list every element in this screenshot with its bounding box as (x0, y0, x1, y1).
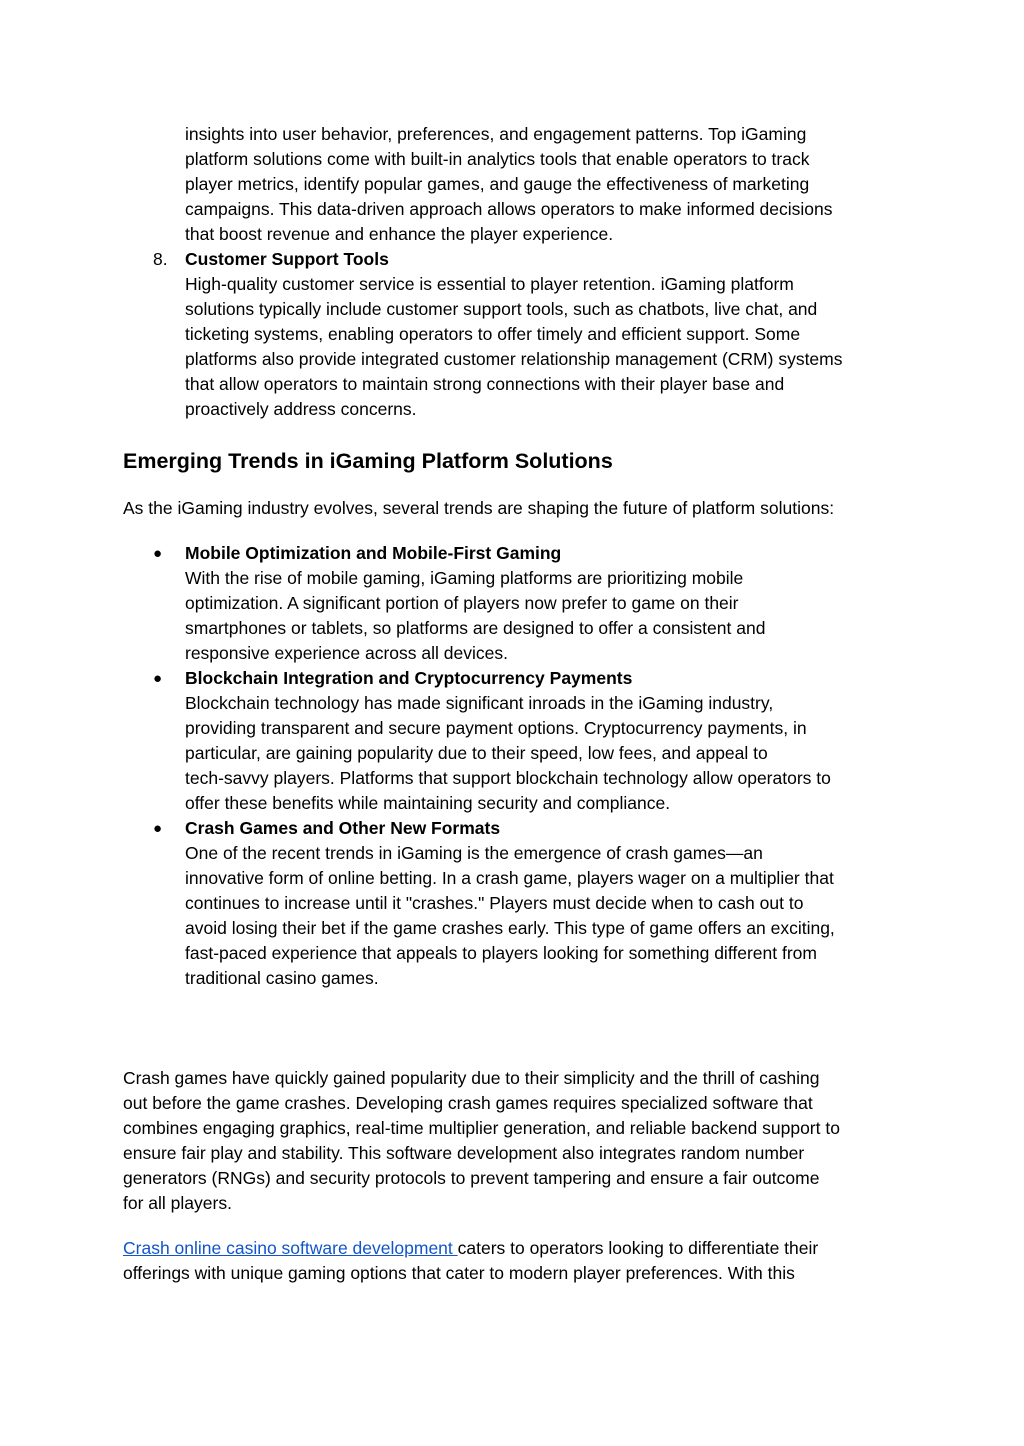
bullet-item-mobile (153, 541, 933, 666)
text-line: offerings with unique gaming options that cater to modern player preferences. With this (123, 1263, 795, 1283)
list-item-continuation (185, 122, 925, 247)
text-line: ticketing systems, enabling operators to offer timely and efficient support. Some (185, 324, 801, 344)
text-fragment: caters to operators looking to differentiate their (457, 1238, 819, 1258)
text-line: proactively address concerns. (185, 399, 417, 419)
text-line: for all players. (123, 1193, 232, 1213)
text-line: that boost revenue and enhance the player experience. (185, 224, 614, 244)
bullet-item-crash-games (153, 816, 933, 991)
text-line: providing transparent and secure payment options. Cryptocurrency payments, in (185, 718, 807, 738)
list-number: 8. (153, 249, 168, 269)
crash-games-paragraph (123, 1066, 913, 1216)
bullet-title: Crash Games and Other New Formats (185, 818, 501, 838)
bullet-icon: ● (153, 670, 163, 687)
text-line: campaigns. This data-driven approach allows operators to make informed decisions (185, 199, 833, 219)
bullet-icon: ● (153, 820, 163, 837)
text-line: platforms also provide integrated customer relationship management (CRM) systems (185, 349, 843, 369)
text-line: With the rise of mobile gaming, iGaming platforms are prioritizing mobile (185, 568, 744, 588)
text-line: One of the recent trends in iGaming is the emergence of crash games—an (185, 843, 763, 863)
text-line: Crash games have quickly gained popularity due to their simplicity and the thrill of cashing (123, 1068, 820, 1088)
text-line: avoid losing their bet if the game crashes early. This type of game offers an exciting, (185, 918, 835, 938)
text-line: out before the game crashes. Developing crash games requires specialized software that (123, 1093, 813, 1113)
text-line: combines engaging graphics, real-time multiplier generation, and reliable backend support to (123, 1118, 840, 1138)
text-line: insights into user behavior, preferences, and engagement patterns. Top iGaming (185, 124, 807, 144)
text-line: player metrics, identify popular games, and gauge the effectiveness of marketing (185, 174, 810, 194)
software-development-paragraph (123, 1236, 913, 1286)
text-line: tech-savvy players. Platforms that support blockchain technology allow operators to (185, 768, 831, 788)
text-line (123, 1236, 913, 1261)
section-intro: As the iGaming industry evolves, several trends are shaping the future of platform solutions: (123, 498, 835, 518)
bullet-item-blockchain (153, 666, 933, 816)
text-line: continues to increase until it "crashes." Players must decide when to cash out to (185, 893, 804, 913)
text-line: solutions typically include customer support tools, such as chatbots, live chat, and (185, 299, 818, 319)
text-line: High-quality customer service is essential to player retention. iGaming platform (185, 274, 794, 294)
text-line: generators (RNGs) and security protocols to prevent tampering and ensure a fair outcome (123, 1168, 820, 1188)
bullet-title: Blockchain Integration and Cryptocurrency Payments (185, 668, 633, 688)
section-heading: Emerging Trends in iGaming Platform Solutions (123, 449, 613, 473)
crash-software-link[interactable]: Crash online casino software development (123, 1238, 458, 1258)
text-line: Blockchain technology has made significant inroads in the iGaming industry, (185, 693, 774, 713)
text-line: particular, are gaining popularity due to their speed, low fees, and appeal to (185, 743, 768, 763)
text-line: innovative form of online betting. In a crash game, players wager on a multiplier that (185, 868, 834, 888)
text-line: optimization. A significant portion of players now prefer to game on their (185, 593, 739, 613)
text-line: traditional casino games. (185, 968, 379, 988)
text-line: fast-paced experience that appeals to players looking for something different from (185, 943, 817, 963)
numbered-list-item (153, 247, 933, 422)
text-line: platform solutions come with built-in analytics tools that enable operators to track (185, 149, 810, 169)
bullet-icon: ● (153, 545, 163, 562)
bullet-title: Mobile Optimization and Mobile-First Gaming (185, 543, 562, 563)
bullet-list (153, 541, 933, 991)
list-item-title: Customer Support Tools (185, 249, 389, 269)
text-line: ensure fair play and stability. This software development also integrates random number (123, 1143, 805, 1163)
text-line: responsive experience across all devices. (185, 643, 508, 663)
text-line: that allow operators to maintain strong connections with their player base and (185, 374, 785, 394)
text-line: offer these benefits while maintaining security and compliance. (185, 793, 671, 813)
text-line: smartphones or tablets, so platforms are designed to offer a consistent and (185, 618, 766, 638)
